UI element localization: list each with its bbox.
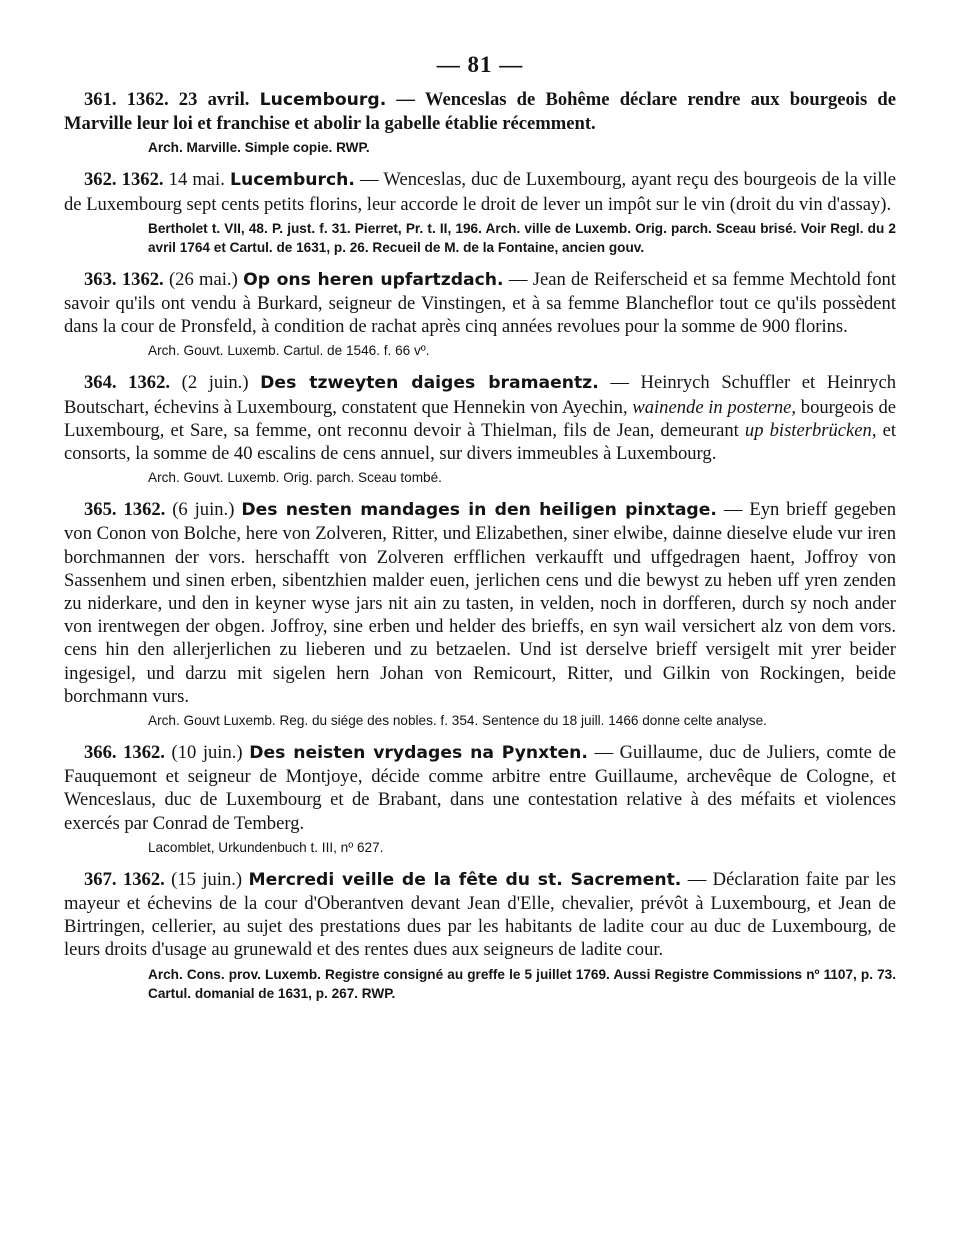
entry-body-part: — Heinrych Schuffler et Heinrych Boutschart, échevins à Luxembourg, constatent que Hennekin von Ayechin, bbox=[64, 372, 897, 418]
entry-text bbox=[64, 268, 896, 339]
entry-number: 365. bbox=[84, 499, 117, 521]
entry-364 bbox=[64, 371, 896, 487]
entry-number: 363. bbox=[84, 268, 117, 290]
entry-source: Bertholet t. VII, 48. P. just. f. 31. Pierret, Pr. t. II, 196. Arch. ville de Luxemb. Orig. parch. Sceau brisé. Voir Regl. du 2 avril 1764 et Cartul. de 1631, p. 26. Recueil de M. de la Fontaine, ancien gouv. bbox=[148, 220, 896, 255]
entry-363 bbox=[64, 268, 896, 361]
entry-date: 14 mai. bbox=[168, 169, 225, 191]
entry-number: 364. bbox=[84, 372, 117, 394]
entry-source: Arch. Gouvt. Luxemb. Orig. parch. Sceau tombé. bbox=[148, 470, 442, 486]
entry-date: (26 mai.) bbox=[168, 268, 238, 290]
entry-year: 1362. bbox=[122, 868, 165, 890]
entry-heading: Mercredi veille de la fête du st. Sacrement. bbox=[248, 869, 682, 890]
entry-body-part: bourgeois de Luxembourg, et Sare, sa femme, ont reconnu devoir à Thielman, fils de Jean, demeurant bbox=[64, 396, 897, 441]
document-page bbox=[64, 52, 896, 1014]
entry-heading: Lucembourg. bbox=[259, 90, 387, 110]
entry-text bbox=[64, 168, 896, 215]
entry-number: 361. bbox=[84, 89, 117, 110]
entry-367 bbox=[64, 868, 896, 1003]
entry-body: — Wenceslas, duc de Luxembourg, ayant reçu des bourgeois de la ville de Luxembourg sept cents petits florins, leur accorde le droit de lever un impôt sur le vin (droit du vin d'assay). bbox=[64, 169, 897, 215]
entry-date: (10 juin.) bbox=[171, 742, 243, 764]
entry-year: 1362. bbox=[123, 499, 166, 521]
entry-year: 1362. bbox=[121, 169, 164, 191]
entry-date: (15 juin.) bbox=[171, 868, 243, 890]
entry-source: Arch. Gouvt Luxemb. Reg. du siége des nobles. f. 354. Sentence du 18 juill. 1466 donne celte analyse. bbox=[148, 713, 767, 729]
entry-text bbox=[64, 741, 896, 835]
entry-source: Arch. Gouvt. Luxemb. Cartul. de 1546. f. 66 vº. bbox=[148, 343, 430, 359]
entry-date: 23 avril. bbox=[178, 89, 250, 110]
entry-362 bbox=[64, 168, 896, 256]
page-number: — 81 — bbox=[436, 52, 524, 77]
entry-source: Arch. Marville. Simple copie. RWP. bbox=[148, 140, 370, 156]
entry-heading: Des neisten vrydages na Pynxten. bbox=[249, 743, 588, 764]
entry-year: 1362. bbox=[123, 742, 165, 764]
entry-body: — Jean de Reiferscheid et sa femme Mechtold font savoir qu'ils ont vendu à Burkard, seigneur de Vinstingen, et à sa femme Blancheflor tout ce qu'ils possèdent dans la cour de Pronsfeld, à condition de rachat après cinq années revolues pour la somme de 900 florins. bbox=[64, 268, 897, 338]
entry-date: (6 juin.) bbox=[172, 499, 235, 521]
entry-number: 366. bbox=[84, 742, 117, 764]
entry-text bbox=[64, 88, 896, 135]
entry-body: — Wenceslas de Bohême déclare rendre aux bourgeois de Marville leur loi et franchise et abolir la gabelle établie récemment. bbox=[64, 89, 896, 135]
entry-year: 1362. bbox=[128, 372, 171, 394]
entry-body: — Guillaume, duc de Juliers, comte de Fauquemont et seigneur de Montjoye, décide comme arbitre entre Guillaume, archevêque de Cologne, et Wenceslaus, duc de Luxembourg et de Brabant, dans une contestation relative à des méfaits et violences exercés par Conrad de Temberg. bbox=[64, 742, 897, 834]
entry-year: 1362. bbox=[121, 268, 164, 290]
entry-361 bbox=[64, 88, 896, 157]
entry-date: (2 juin.) bbox=[181, 372, 249, 394]
entry-heading: Op ons heren upfartzdach. bbox=[243, 269, 504, 290]
entry-365 bbox=[64, 498, 896, 730]
entry-body: — Déclaration faite par les mayeur et échevins de la cour d'Oberantven devant Jean d'Elle, chevalier, prévôt à Luxembourg, et Jean de Birtringen, cellerier, au sujet des prestations dues par les habitants de ladite cour au duc de Luxembourg, de leurs droits d'usage au grunewald et des rentes dues aux seigneurs de ladite cour. bbox=[64, 868, 896, 961]
entry-italic-phrase: up bisterbrücken bbox=[744, 419, 872, 441]
entry-text bbox=[64, 868, 896, 962]
entry-366 bbox=[64, 741, 896, 857]
entry-heading: Des tzweyten daiges bramaentz. bbox=[260, 373, 599, 394]
entry-heading: Lucemburch. bbox=[230, 170, 355, 191]
entry-source: Arch. Cons. prov. Luxemb. Registre consigné au greffe le 5 juillet 1769. Aussi Registre Commissions nº 1107, p. 73. Cartul. domanial de 1631, p. 267. RWP. bbox=[148, 966, 896, 1001]
entry-number: 362. bbox=[84, 169, 117, 191]
entry-body-part: , et consorts, la somme de 40 escalins de cens annuel, sur divers immeubles à Luxembourg. bbox=[64, 419, 897, 465]
entry-body: — Eyn brieff gegeben von Conon von Bolche, here von Zolveren, Ritter, und Elizabethen, siner elwibe, dainne dieselve elude vur iren borchmannen der vors. herschafft von Zolveren erfflichen verkaufft und uffgedragen haent, Joffroy von Sassenhem und sinen erben, sibentzhien malder euen, jerlichen cens und die bewyst zu heben uff yren zenden zu niderkare, und den in keyner wyse jars nit ain zu tasten, in velden, noch in dorfferen, durch sy noch ander von irentwegen der obgen. Joffroy, sine erben und helder des brieffs, en syn wail versichert alz von dem vors. cens hin den allerjerlichen zu lieberen und zu betzaelen. Und ist derselve brieff versigelt mit yrer beider ingesigel, und darzu mit sigelen hern Johan von Remicourt, Ritter, und Gilkin von Rockingen, beide borchmann vurs. bbox=[64, 499, 897, 707]
entry-italic-phrase: wainende in posterne, bbox=[632, 396, 797, 418]
entry-heading: Des nesten mandages in den heiligen pinxtage. bbox=[241, 500, 717, 521]
entry-number: 367. bbox=[84, 868, 117, 890]
entry-source: Lacomblet, Urkundenbuch t. III, nº 627. bbox=[148, 839, 384, 855]
entry-year: 1362. bbox=[126, 89, 169, 110]
entry-text bbox=[64, 371, 896, 465]
entry-text bbox=[64, 498, 896, 708]
